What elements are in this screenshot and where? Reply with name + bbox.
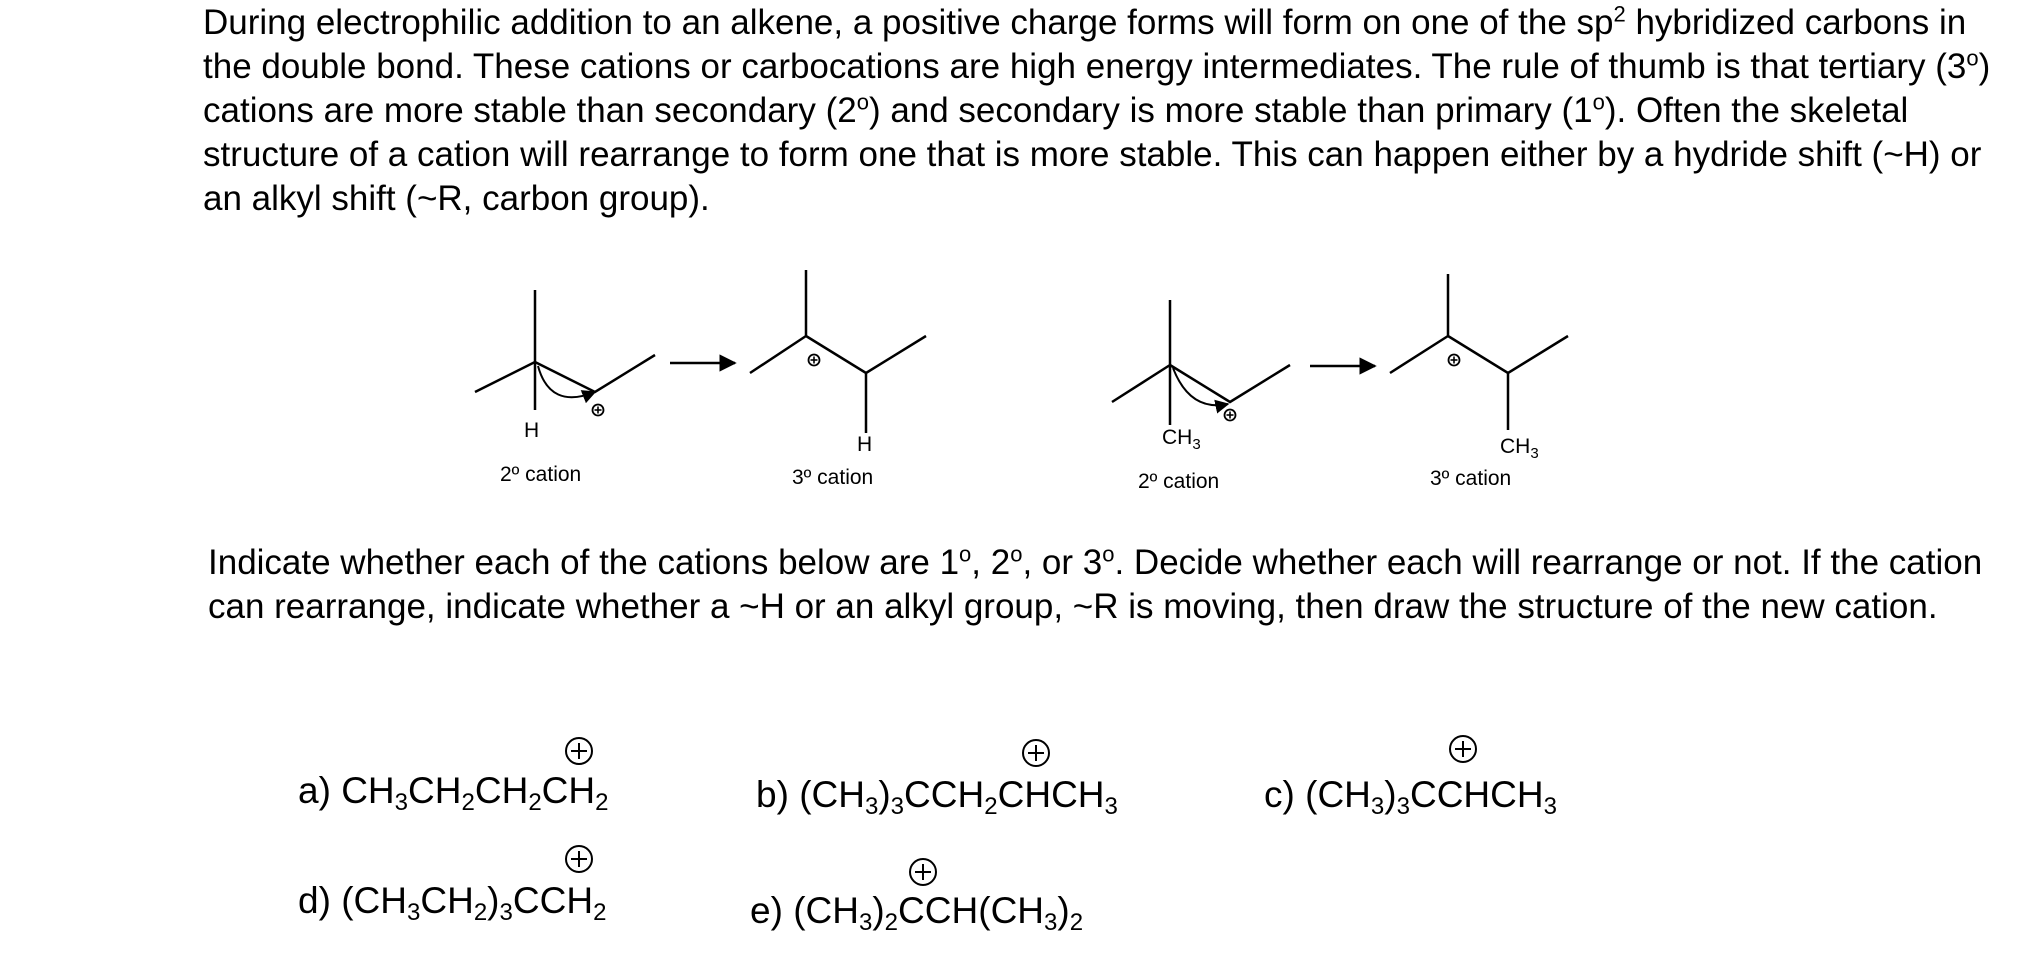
ch3-group-label: $CH_3$ xyxy=(1162,426,1201,453)
cation-e: e) $(CH_3)_2CCH(CH_3)_2$ xyxy=(750,890,1084,936)
h-atom-label: H xyxy=(524,419,540,442)
positive-charge-icon xyxy=(909,858,937,886)
ch3-group-label: $CH_3$ xyxy=(1500,435,1539,462)
label-3-cation: 3º cation xyxy=(1430,467,1512,490)
cation-a: a) $CH_3CH_2CH_2CH_2$ xyxy=(298,770,609,816)
positive-charge-icon xyxy=(565,737,593,765)
intro-paragraph: During electrophilic addition to an alkene, a positive charge forms will form on one of the $sp^2$ hybridized carbons in the double bond. These cations or carbocations are high energy intermediates. The rule of thumb is that tertiary (3$^o$) cations are more stable than secondary (2$^o$) and secondary is more stable than primary (1$^o$). Often the skeletal structure of a cation will rearrange to form one that is more stable. This can happen either by a hydride shift (~H) or an alkyl shift (~R, carbon group). xyxy=(203,1,1991,218)
label-2-cation: 2º cation xyxy=(1138,470,1220,493)
cation-d: d) $(CH_3CH_2)_3CCH_2$ xyxy=(298,880,607,926)
positive-charge-icon xyxy=(565,845,593,873)
question-paragraph: Indicate whether each of the cations below are 1$^o$, 2$^o$, or 3$^o$. Decide whether each will rearrange or not. If the cation can rearrange, indicate whether a ~H or an alkyl group, ~R is moving, then draw the structure of the new cation. xyxy=(208,541,1983,626)
cation-b: b) $(CH_3)_3CCH_2CHCH_3$ xyxy=(756,774,1118,820)
positive-charge-icon xyxy=(1022,739,1050,767)
positive-charge-icon xyxy=(1449,735,1477,763)
h-atom-label: H xyxy=(857,433,873,456)
example-1-hydride-shift xyxy=(475,270,926,456)
example-2-alkyl-shift xyxy=(1112,274,1568,462)
label-2-cation: 2º cation xyxy=(500,463,582,486)
cation-c: c) $(CH_3)_3CCHCH_3$ xyxy=(1264,774,1557,820)
label-3-cation: 3º cation xyxy=(792,466,874,489)
